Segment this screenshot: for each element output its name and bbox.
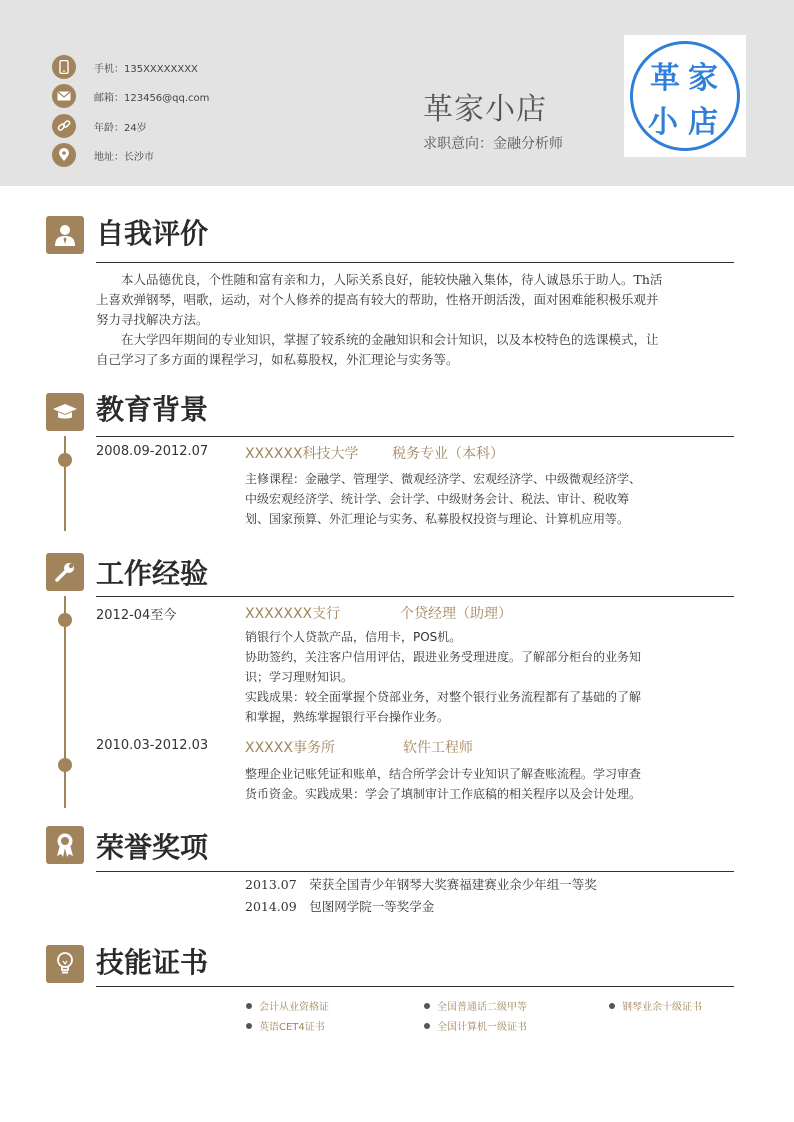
work-line: 协助签约，关注客户信用评估，跟进业务受理进度。了解部分柜台的业务知	[245, 650, 642, 664]
section-divider	[96, 871, 734, 872]
section-divider	[96, 262, 734, 263]
skill-label: 英语CET4证书	[259, 1022, 325, 1033]
self-eval-line: 本人品德优良，个性随和富有亲和力，人际关系良好，能较快融入集体，待人诚恳乐于助人。Th活	[96, 272, 663, 287]
candidate-name: 革家小店	[423, 92, 547, 127]
work-date: 2010.03-2012.03	[96, 738, 209, 753]
work-org: XXXXX事务所	[245, 740, 335, 756]
self-eval-line: 上喜欢弹钢琴，唱歌，运动，对个人修养的提高有较大的帮助，性格开朗活泼，面对困难能积极乐观并	[96, 292, 659, 307]
section-title-skills: 技能证书	[96, 946, 209, 979]
phone-icon	[52, 55, 76, 79]
timeline-line	[64, 596, 66, 808]
location-pin-icon	[52, 143, 76, 167]
contact-email	[52, 84, 209, 108]
section-title-work: 工作经验	[96, 557, 209, 590]
skill-item	[246, 1018, 325, 1033]
bullet-dot	[424, 1003, 430, 1009]
logo-circle	[630, 41, 740, 151]
bullet-dot	[424, 1023, 430, 1029]
skill-item	[246, 998, 329, 1013]
self-eval-line: 自己学习了多方面的课程学习，如私募股权，外汇理论与实务等。	[96, 352, 459, 367]
wrench-icon	[46, 553, 84, 591]
bullet-dot	[246, 1023, 252, 1029]
education-courses	[245, 469, 715, 529]
timeline-dot	[58, 758, 72, 772]
timeline-dot	[58, 453, 72, 467]
email-text: 邮箱：123456@qq.com	[94, 92, 210, 104]
logo-char: 革	[650, 61, 680, 96]
address-text: 地址：长沙市	[94, 151, 154, 163]
course-line: 划、国家预算、外汇理论与实务、私募股权投资与理论、计算机应用等。	[245, 512, 630, 526]
work-date: 2012-04至今	[96, 608, 177, 623]
skill-label: 会计从业资格证	[259, 1002, 329, 1013]
link-icon	[52, 114, 76, 138]
bullet-dot	[246, 1003, 252, 1009]
contact-phone	[52, 55, 198, 79]
work-role: 个贷经理（助理）	[400, 606, 512, 622]
work-line: 和掌握，熟练掌握银行平台操作业务。	[245, 710, 450, 724]
skill-item	[609, 998, 702, 1013]
lightbulb-icon	[46, 945, 84, 983]
work-line: 货币资金。实践成果：学会了填制审计工作底稿的相关程序以及会计处理。	[245, 787, 642, 801]
education-date: 2008.09-2012.07	[96, 444, 209, 459]
course-line: 主修课程：金融学、管理学、微观经济学、宏观经济学、中级微观经济学、	[245, 472, 642, 486]
work-line: 识；学习理财知识。	[245, 670, 354, 684]
skill-label: 全国普通话二级甲等	[437, 1002, 527, 1013]
skill-label: 钢琴业余十级证书	[622, 1002, 702, 1013]
graduation-cap-icon	[46, 393, 84, 431]
education-major: 税务专业（本科）	[392, 446, 504, 462]
job-intent: 求职意向：金融分析师	[423, 136, 563, 152]
logo-char: 家	[688, 61, 718, 96]
skill-label: 全国计算机一级证书	[437, 1022, 527, 1033]
timeline-line	[64, 436, 66, 531]
logo-char: 小	[648, 105, 678, 140]
education-school: XXXXXX科技大学	[245, 446, 359, 462]
self-eval-line: 在大学四年期间的专业知识，掌握了较系统的金融知识和会计知识，以及本校特色的选课模式，让	[96, 332, 659, 347]
phone-text: 手机：135XXXXXXXX	[94, 63, 198, 75]
work-line: 实践成果：较全面掌握个贷部业务，对整个银行业务流程都有了基础的了解	[245, 690, 642, 704]
resume-header	[0, 0, 794, 186]
self-eval-text	[96, 270, 736, 370]
work-line: 销银行个人贷款产品，信用卡，POS机。	[245, 630, 462, 644]
timeline-dot	[58, 613, 72, 627]
envelope-icon	[52, 84, 76, 108]
work-details	[245, 764, 715, 804]
age-text: 年龄：24岁	[94, 122, 147, 134]
honor-item: 2013.07 荣获全国青少年钢琴大奖赛福建赛业余少年组一等奖	[245, 877, 597, 892]
section-divider	[96, 596, 734, 597]
skill-item	[424, 998, 527, 1013]
work-line: 整理企业记账凭证和账单，结合所学会计专业知识了解查账流程。学习审查	[245, 767, 642, 781]
work-details	[245, 627, 715, 727]
section-title-self-eval: 自我评价	[96, 217, 209, 250]
logo-char: 店	[688, 105, 718, 140]
person-icon	[46, 216, 84, 254]
logo-seal	[624, 35, 746, 157]
contact-address	[52, 143, 154, 167]
section-divider	[96, 436, 734, 437]
skill-item	[424, 1018, 527, 1033]
section-title-honors: 荣誉奖项	[96, 831, 209, 864]
contact-age	[52, 114, 147, 138]
honor-item: 2014.09 包图网学院一等奖学金	[245, 899, 435, 914]
course-line: 中级宏观经济学、统计学、会计学、中级财务会计、税法、审计、税收筹	[245, 492, 630, 506]
section-divider	[96, 986, 734, 987]
work-role: 软件工程师	[403, 740, 473, 756]
award-ribbon-icon	[46, 826, 84, 864]
work-org: XXXXXXX支行	[245, 606, 341, 622]
bullet-dot	[609, 1003, 615, 1009]
self-eval-line: 努力寻找解决方法。	[96, 312, 209, 327]
section-title-education: 教育背景	[96, 393, 209, 426]
